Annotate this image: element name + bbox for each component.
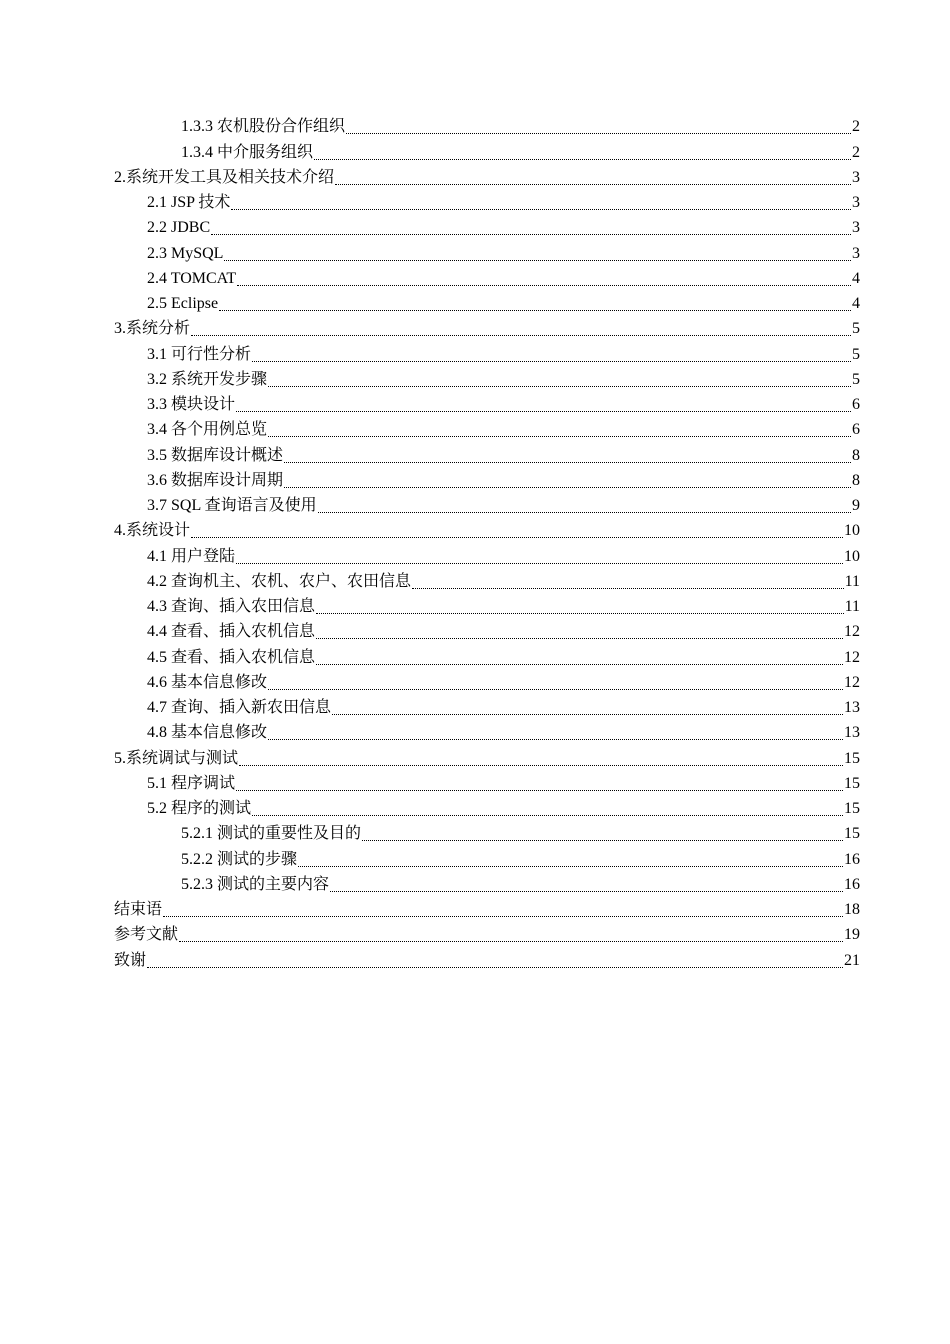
toc-entry-title: 5.2 程序的测试 [147, 800, 252, 817]
toc-dot-leader [237, 285, 851, 286]
toc-entry-title: 4.8 基本信息修改 [147, 724, 268, 742]
toc-entry-page-number: 9 [852, 497, 860, 514]
toc-entry-title: 3.5 数据库设计概述 [147, 446, 284, 464]
toc-entry-title: 4.3 查询、插入农田信息 [147, 598, 316, 615]
toc-dot-leader [412, 588, 844, 589]
toc-entry[interactable] [0, 367, 950, 392]
toc-entry-title: 致谢 [114, 951, 147, 969]
toc-dot-leader [268, 386, 851, 387]
toc-entry-title: 2.3 MySQL [147, 244, 224, 262]
toc-entry-page-number: 2 [852, 118, 860, 136]
table-of-contents [0, 114, 950, 973]
toc-entry[interactable] [0, 341, 950, 366]
toc-dot-leader [179, 941, 843, 942]
toc-entry-title: 2.2 JDBC [147, 219, 211, 237]
toc-dot-leader [346, 133, 851, 134]
toc-entry-title: 4.6 基本信息修改 [147, 673, 268, 691]
toc-entry[interactable] [0, 417, 950, 442]
toc-entry-page-number: 15 [844, 825, 860, 843]
toc-dot-leader [284, 487, 851, 488]
toc-entry-title: 5.2.3 测试的主要内容 [181, 875, 330, 893]
toc-entry-page-number: 10 [844, 547, 860, 565]
toc-dot-leader [314, 159, 851, 160]
toc-entry-title: 4.5 查看、插入农机信息 [147, 648, 316, 666]
toc-entry-title: 4.7 查询、插入新农田信息 [147, 699, 332, 716]
toc-entry-title: 5.系统调试与测试 [114, 749, 239, 767]
toc-entry-page-number: 13 [844, 699, 860, 716]
toc-dot-leader [316, 664, 843, 665]
toc-entry-page-number: 15 [844, 800, 860, 817]
toc-dot-leader [236, 563, 843, 564]
toc-entry-page-number: 3 [852, 219, 860, 237]
toc-entry-title: 4.2 查询机主、农机、农户、农田信息 [147, 572, 412, 590]
toc-entry-title: 3.4 各个用例总览 [147, 421, 268, 439]
toc-dot-leader [231, 209, 851, 210]
toc-entry-page-number: 6 [852, 396, 860, 413]
toc-entry-page-number: 3 [852, 168, 860, 186]
toc-entry[interactable] [0, 821, 950, 846]
toc-entry[interactable] [0, 493, 950, 518]
toc-entry[interactable] [0, 240, 950, 265]
toc-entry-page-number: 19 [844, 926, 860, 944]
toc-entry-title: 1.3.3 农机股份合作组织 [181, 118, 346, 136]
toc-entry[interactable] [0, 947, 950, 972]
toc-entry-title: 2.1 JSP 技术 [147, 194, 231, 211]
toc-entry-page-number: 8 [852, 446, 860, 464]
toc-dot-leader [191, 335, 851, 336]
toc-dot-leader [191, 537, 843, 538]
toc-entry-page-number: 5 [852, 345, 860, 363]
toc-entry-page-number: 8 [852, 471, 860, 489]
toc-entry-title: 3.3 模块设计 [147, 396, 236, 413]
toc-entry[interactable] [0, 215, 950, 240]
toc-entry[interactable] [0, 897, 950, 922]
toc-dot-leader [268, 436, 851, 437]
toc-dot-leader [219, 310, 851, 311]
toc-entry-title: 3.2 系统开发步骤 [147, 370, 268, 388]
toc-entry[interactable] [0, 139, 950, 164]
toc-entry[interactable] [0, 291, 950, 316]
toc-entry[interactable] [0, 695, 950, 720]
toc-entry-page-number: 12 [844, 648, 860, 666]
toc-entry-page-number: 2 [852, 143, 860, 161]
toc-dot-leader [316, 613, 844, 614]
toc-entry-title: 5.2.1 测试的重要性及目的 [181, 825, 362, 843]
toc-entry[interactable] [0, 518, 950, 543]
toc-entry-page-number: 18 [844, 901, 860, 918]
toc-entry[interactable] [0, 720, 950, 745]
toc-dot-leader [239, 765, 843, 766]
toc-entry[interactable] [0, 644, 950, 669]
toc-entry-page-number: 13 [844, 724, 860, 742]
toc-entry-title: 5.2.2 测试的步骤 [181, 850, 298, 868]
toc-entry[interactable] [0, 468, 950, 493]
toc-entry-page-number: 16 [844, 875, 860, 893]
toc-entry-page-number: 3 [852, 244, 860, 262]
toc-entry[interactable] [0, 190, 950, 215]
toc-entry-title: 5.1 程序调试 [147, 774, 236, 792]
toc-entry-title: 2.系统开发工具及相关技术介绍 [114, 168, 335, 186]
toc-dot-leader [362, 840, 843, 841]
toc-dot-leader [236, 411, 851, 412]
toc-entry-title: 4.1 用户登陆 [147, 547, 236, 565]
toc-dot-leader [268, 739, 843, 740]
toc-entry[interactable] [0, 670, 950, 695]
toc-dot-leader [298, 866, 843, 867]
toc-dot-leader [284, 462, 851, 463]
toc-entry-page-number: 11 [844, 598, 860, 615]
toc-entry[interactable] [0, 266, 950, 291]
toc-entry[interactable] [0, 114, 950, 139]
toc-entry-page-number: 5 [852, 320, 860, 338]
toc-dot-leader [330, 891, 843, 892]
toc-entry-page-number: 15 [844, 749, 860, 767]
toc-entry-page-number: 12 [844, 673, 860, 691]
toc-entry-page-number: 12 [844, 623, 860, 641]
toc-entry-page-number: 3 [852, 194, 860, 211]
toc-dot-leader [252, 361, 851, 362]
toc-entry-title: 3.1 可行性分析 [147, 345, 252, 363]
toc-entry-title: 1.3.4 中介服务组织 [181, 143, 314, 161]
toc-entry-page-number: 4 [852, 295, 860, 312]
toc-entry-title: 结束语 [114, 901, 163, 918]
toc-dot-leader [163, 916, 843, 917]
toc-entry[interactable] [0, 594, 950, 619]
toc-entry-page-number: 10 [844, 522, 860, 540]
toc-entry[interactable] [0, 392, 950, 417]
toc-dot-leader [316, 638, 843, 639]
toc-entry-page-number: 6 [852, 421, 860, 439]
toc-dot-leader [335, 184, 851, 185]
toc-entry[interactable] [0, 569, 950, 594]
toc-dot-leader [147, 967, 843, 968]
toc-entry-title: 4.系统设计 [114, 522, 191, 540]
toc-entry-title: 3.7 SQL 查询语言及使用 [147, 497, 317, 514]
toc-dot-leader [318, 512, 851, 513]
toc-entry[interactable] [0, 922, 950, 947]
toc-entry[interactable] [0, 796, 950, 821]
toc-entry-page-number: 21 [844, 951, 860, 969]
toc-dot-leader [211, 234, 851, 235]
toc-entry-title: 2.4 TOMCAT [147, 269, 237, 287]
toc-entry[interactable] [0, 543, 950, 568]
toc-dot-leader [332, 714, 843, 715]
toc-dot-leader [236, 790, 843, 791]
toc-entry[interactable] [0, 316, 950, 341]
toc-entry[interactable] [0, 872, 950, 897]
toc-dot-leader [268, 689, 843, 690]
toc-entry-title: 4.4 查看、插入农机信息 [147, 623, 316, 641]
toc-entry[interactable] [0, 165, 950, 190]
toc-entry-page-number: 15 [844, 774, 860, 792]
toc-entry[interactable] [0, 846, 950, 871]
toc-entry-title: 参考文献 [114, 926, 179, 944]
toc-dot-leader [224, 260, 851, 261]
toc-entry-title: 3.6 数据库设计周期 [147, 471, 284, 489]
toc-dot-leader [252, 815, 843, 816]
toc-entry[interactable] [0, 442, 950, 467]
toc-entry-page-number: 4 [852, 269, 860, 287]
toc-entry-page-number: 16 [844, 850, 860, 868]
toc-entry[interactable] [0, 619, 950, 644]
toc-entry-title: 2.5 Eclipse [147, 295, 219, 312]
toc-entry-page-number: 5 [852, 370, 860, 388]
toc-entry[interactable] [0, 771, 950, 796]
toc-entry-title: 3.系统分析 [114, 320, 191, 338]
toc-entry[interactable] [0, 745, 950, 770]
toc-entry-page-number: 11 [844, 572, 860, 590]
